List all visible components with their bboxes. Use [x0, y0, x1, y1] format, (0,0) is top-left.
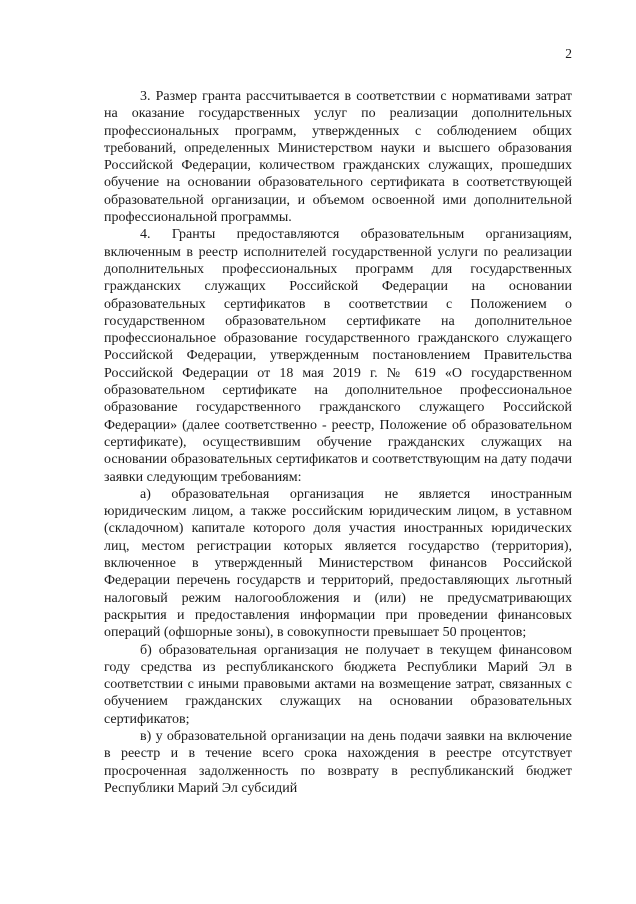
paragraph-3-grant-size: 3. Размер гранта рассчитывается в соответствии с нормативами затрат на оказание государственных услуг по реализации дополнительных профессиональных программ, утвержденных с соблюдением общих требований, определенных Министерством науки и высшего образования Российской Федерации, количеством гражданских служащих, прошедших обучение на основании образовательного сертификата в соответствующей образовательной организации, и объемом освоенной ими дополнительной профессиональной программы.: [104, 89, 572, 226]
requirement-a: а) образовательная организация не является иностранным юридическим лицом, а также российским юридическим лицом, в уставном (складочном) капитале которого доля участия иностранных юридических лиц, местом регистрации которых является государство (территория), включенное в утвержденный Министерством финансов Российской Федерации перечень государств и территорий, предоставляющих льготный налоговый режим налогообложения и (или) не предусматривающих раскрытия и предоставления информации при проведении финансовых операций (офшорные зоны), в совокупности превышает 50 процентов;: [104, 486, 572, 641]
requirement-v: в) у образовательной организации на день подачи заявки на включение в реестр и в течение всего срока нахождения в реестре отсутствует просроченная задолженность по возврату в республиканский бюджет Республики Марий Эл субсидий: [104, 728, 572, 796]
document-body: [104, 88, 572, 797]
page-number: 2: [565, 46, 572, 61]
requirement-b: б) образовательная организация не получает в текущем финансовом году средства из республиканского бюджета Республики Марий Эл в соответствии с иными правовыми актами на возмещение затрат, связанных с обучением гражданских служащих на основании образовательных сертификатов;: [104, 642, 572, 727]
paragraph-4-grant-provision: 4. Гранты предоставляются образовательным организациям, включенным в реестр исполнителей государственной услуги по реализации дополнительных профессиональных программ для государственных гражданских служащих Российской Федерации на основании образовательных сертификатов в соответствии с Положением о государственном образовательном сертификате на дополнительное профессиональное образование государственного гражданского служащего Российской Федерации, утвержденным постановлением Правительства Российской Федерации от 18 мая 2019 г. № 619 «О государственном образовательном сертификате на дополнительное профессиональное образование государственного гражданского служащего Российской Федерации» (далее соответственно - реестр, Положение об образовательном сертификате), осуществившим обучение гражданских служащих на основании образовательных сертификатов и соответствующим на дату подачи заявки следующим требованиям:: [104, 227, 572, 485]
